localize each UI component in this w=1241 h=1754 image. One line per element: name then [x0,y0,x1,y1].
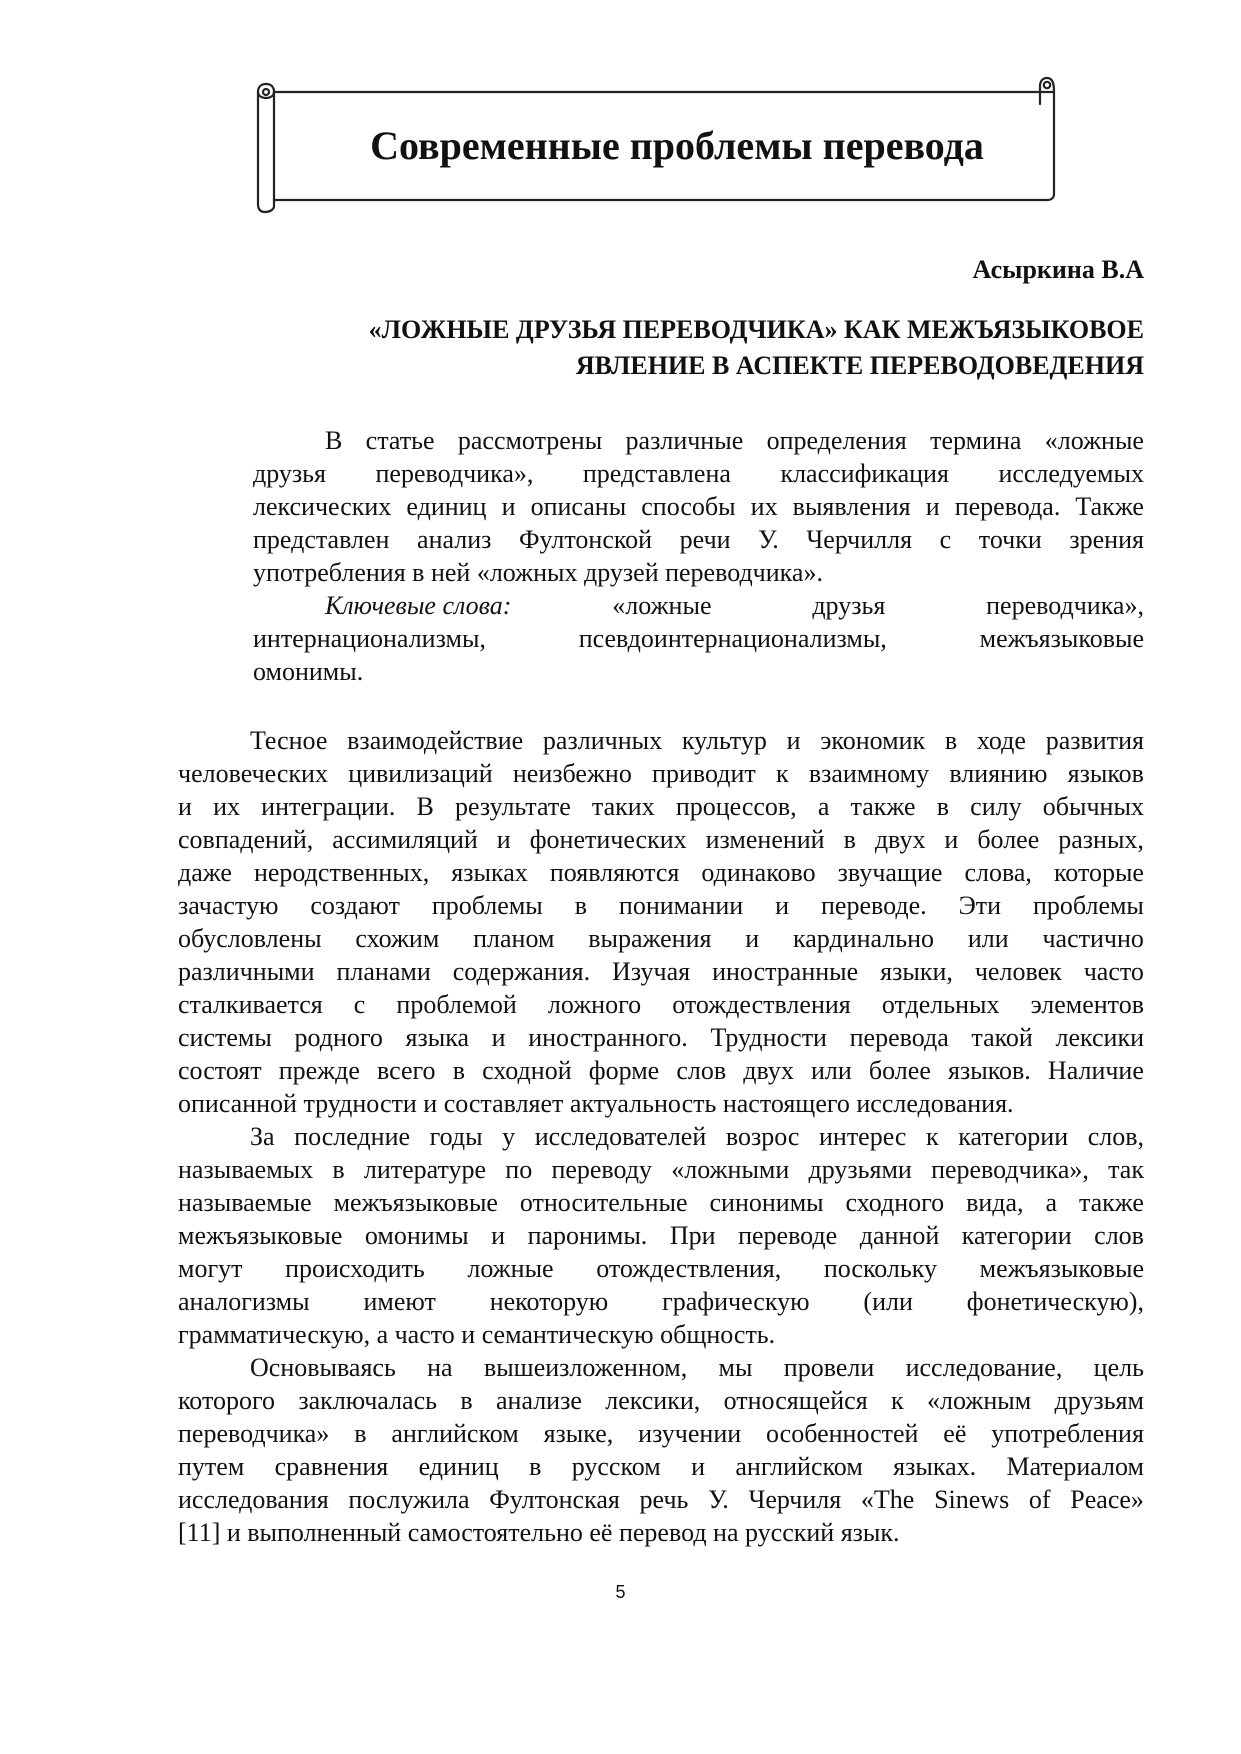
paragraph-line [178,988,1144,1021]
word: в [460,1386,473,1415]
word: таких [591,792,655,821]
word: исследуемых [998,459,1144,488]
word: перевода. [954,492,1061,521]
word: различных [542,726,663,755]
word: форме [588,1056,660,1085]
keywords-line [253,589,1144,622]
paragraph-line [178,1153,1144,1186]
word: межъязыковые [333,1188,498,1217]
word: сравнения [274,1452,389,1481]
paragraph-line [178,1384,1144,1417]
word: переводе. [821,891,927,920]
word: переводчика», [986,591,1144,620]
word: могут [178,1254,243,1283]
abstract-line: употребления в ней «ложных друзей переводчика». [253,558,823,587]
word: графическую [662,1287,810,1316]
word: взаимодействие [347,726,524,755]
paragraph-line [178,1120,1144,1153]
word: взаимному [808,759,930,788]
word: (или [863,1287,913,1316]
word: одинаково [701,858,816,887]
word: экономик [820,726,926,755]
word: У. [708,1485,729,1514]
word: переводе [738,1221,838,1250]
word: создают [310,891,400,920]
word: в [452,1056,465,1085]
word: развития [1045,726,1144,755]
word: отождествления, [596,1254,782,1283]
word: к [775,759,789,788]
word: ассимиляций [332,825,478,854]
word: и [745,924,760,953]
word: интерес [818,1122,907,1151]
word: обусловлены [178,924,322,953]
word: зачастую [178,891,279,920]
word: в [936,792,949,821]
word: к [891,1386,904,1415]
word: русском [571,1452,661,1481]
keywords-line: омонимы. [253,657,364,686]
word: литературе [363,1155,487,1184]
word: проблемой [396,990,517,1019]
word: и [501,492,516,521]
word: в [944,726,958,755]
word: особенностей [766,1419,919,1448]
word: Изучая [612,957,691,986]
word: представлен [253,525,390,554]
paragraph-line [178,1219,1144,1252]
word: языки, [880,957,953,986]
word: Черчиля [748,1485,842,1514]
word: исследования [178,1485,329,1514]
body-paragraph-1 [178,724,1144,1120]
word: «ложные [1044,426,1144,455]
word: выявления [792,492,911,521]
word: Peace» [1070,1485,1144,1514]
word: Тесное [250,726,328,755]
word: называемых [178,1155,314,1184]
word: переводчика» [178,1419,330,1448]
word: аналогизмы [178,1287,310,1316]
word: рассмотрены [457,426,603,455]
paragraph-line [178,1417,1144,1450]
word: друзья [812,591,886,620]
word: называемые [178,1188,312,1217]
word: омонимы [364,1221,469,1250]
word: анализе [495,1386,582,1415]
word: термина [930,426,1022,455]
word: послужила [348,1485,470,1514]
word: совпадений, [178,825,314,854]
word: и [491,1221,506,1250]
word: ходе [976,726,1026,755]
word: человек [974,957,1062,986]
word: Sinews [934,1485,1010,1514]
word: Основываясь [250,1353,396,1382]
word: приводит [652,759,756,788]
word: и [496,825,511,854]
paragraph-line: [11] и выполненный самостоятельно её перевод на русский язык. [178,1518,900,1547]
word: а [817,792,830,821]
word: неизбежно [512,759,632,788]
word: некоторую [489,1287,609,1316]
word: ложные [467,1254,554,1283]
word: отождествления [672,990,851,1019]
paragraph-line [178,955,1144,988]
word: влиянию [949,759,1048,788]
word: изучении [638,1419,742,1448]
word: появляются [549,858,680,887]
word: лексики, [605,1386,701,1415]
paragraph-line [178,1021,1144,1054]
word: силу [970,792,1022,821]
paragraph-line [178,1252,1144,1285]
word: представлена [582,459,731,488]
word: провели [783,1353,875,1382]
word: двух [743,1056,794,1085]
article-title-line: «ЛОЖНЫЕ ДРУЗЬЯ ПЕРЕВОДЧИКА» КАК МЕЖЪЯЗЫКОВОЕ [368,315,1144,344]
paragraph-line [178,1351,1144,1384]
word: которого [178,1386,276,1415]
word: друзьями [808,1155,912,1184]
word: языках [451,858,528,887]
word: в [574,891,587,920]
word: различные [625,426,744,455]
paragraph-line: грамматическую, а часто и семантическую общность. [178,1320,776,1349]
word: изменений [705,825,825,854]
word: на [427,1353,453,1382]
word: а [1045,1188,1058,1217]
word: Наличие [1047,1056,1144,1085]
word: даже [178,858,232,887]
word: переводчика», [931,1155,1089,1184]
word: Фултонской [519,525,653,554]
word: лексики [1055,1023,1144,1052]
word: человеческих [178,759,328,788]
word: также [850,792,916,821]
word: всего [377,1056,436,1085]
abstract-line [253,490,1144,523]
word: лексических [253,492,392,521]
word: относительные [519,1188,688,1217]
word: иностранные [712,957,859,986]
word: статье [365,426,435,455]
word: зрения [1069,525,1144,554]
word: У. [758,525,779,554]
word: состоят [178,1056,262,1085]
word: родного [294,1023,383,1052]
word: категории [961,1221,1072,1250]
word: межъязыковые [979,624,1144,653]
abstract-line [253,457,1144,490]
word: отдельных [881,990,1000,1019]
word: проблемы [1032,891,1144,920]
word: их [750,492,778,521]
word: в [843,825,856,854]
keywords-label: Ключевые слова: [325,591,512,620]
word: которые [1053,858,1144,887]
word: определения [766,426,907,455]
word: Также [1075,492,1144,521]
word: интеграции. [261,792,396,821]
body-paragraph-3 [178,1351,1144,1549]
word: межъязыковые [178,1221,343,1250]
word: перевода [849,1023,949,1052]
word: мы [718,1353,753,1382]
word: языков. [948,1056,1031,1085]
word: друзья [253,459,326,488]
word: переводу [551,1155,653,1184]
word: планами [336,957,431,986]
word: с [939,525,952,554]
word: английском [735,1452,863,1481]
word: интернационализмы, [253,624,486,653]
word: Фултонская [489,1485,620,1514]
paragraph-line [178,1186,1144,1219]
word: выражения [588,924,712,953]
word: сходной [482,1056,572,1085]
abstract [253,424,1144,688]
word: классификация [780,459,949,488]
word: синонимы [709,1188,824,1217]
paragraph-line [178,1285,1144,1318]
paragraph-line [178,823,1144,856]
banner-title: Современные проблемы перевода [370,123,984,168]
word: «ложные [612,591,712,620]
word: английском [391,1419,519,1448]
word: слов, [1087,1122,1144,1151]
word: поскольку [823,1254,938,1283]
word: разных, [1058,825,1144,854]
word: культур [681,726,767,755]
word: вида, [966,1188,1024,1217]
word: За [250,1122,275,1151]
word: имеют [363,1287,436,1316]
word: Эти [958,891,1002,920]
word: элементов [1030,990,1144,1019]
word: и [786,726,801,755]
word: схожим [355,924,440,953]
word: единиц [406,492,487,521]
word: языках. [893,1452,977,1481]
word: В [325,426,343,455]
word: и [775,891,790,920]
word: понимании [618,891,744,920]
word: Материалом [1006,1452,1144,1481]
word: В [416,792,434,821]
paragraph-line [178,922,1144,955]
word: или [810,1056,852,1085]
paragraph-line [178,1483,1144,1516]
word: с [353,990,366,1019]
author-name: Асыркина В.А [972,255,1144,284]
word: относящейся [723,1386,868,1415]
word: При [669,1221,716,1250]
word: слова, [964,858,1032,887]
word: и [944,825,959,854]
word: содержания. [452,957,591,986]
word: в [529,1452,542,1481]
word: кардинально [793,924,935,953]
paragraph-line [178,724,1144,757]
word: единиц [418,1452,499,1481]
word: друзьям [1054,1386,1144,1415]
article-title [369,312,1144,384]
word: системы [178,1023,272,1052]
word: Трудности [710,1023,827,1052]
word: слов [676,1056,727,1085]
word: цивилизаций [348,759,493,788]
word: анализ [417,525,492,554]
word: иностранного. [528,1023,688,1052]
word: и [691,1452,705,1481]
word: их [213,792,240,821]
word: прежде [278,1056,360,1085]
word: языке, [543,1419,614,1448]
word: паронимы. [527,1221,648,1250]
word: языка [405,1023,470,1052]
page-number: 5 [615,1582,626,1602]
word: процессов, [675,792,797,821]
word: Черчилля [806,525,913,554]
word: к [926,1122,939,1151]
word: результате [455,792,571,821]
word: и [491,1023,506,1052]
word: ложного [547,990,642,1019]
word: проблемы [431,891,543,920]
word: по [505,1155,533,1184]
body-paragraph-2 [178,1120,1144,1351]
word: часто [1083,957,1144,986]
word: путем [178,1452,245,1481]
word: описаны [530,492,627,521]
word: «The [860,1485,915,1514]
word: частично [1042,924,1144,953]
paragraph-line [178,856,1144,889]
word: заключалась [298,1386,437,1415]
word: слов [1094,1221,1144,1250]
word: фонетическую), [966,1287,1144,1316]
word: «ложными [671,1155,790,1184]
abstract-line [253,523,1144,556]
word: неродственных, [253,858,430,887]
paragraph-line [178,889,1144,922]
word: цель [1093,1353,1144,1382]
section-banner [256,74,1068,216]
word: способы [641,492,736,521]
word: происходить [285,1254,425,1283]
word: звучащие [837,858,943,887]
word: и [925,492,940,521]
word: фонетических [529,825,687,854]
word: псевдоинтернационализмы, [578,624,887,653]
word: в [332,1155,345,1184]
paragraph-line [178,757,1144,790]
word: языков [1067,759,1144,788]
word: также [1078,1188,1144,1217]
word: планом [473,924,555,953]
word: более [977,825,1040,854]
word: данной [859,1221,940,1250]
word: переводчика», [375,459,534,488]
keywords-line [253,622,1144,655]
word: так [1108,1155,1144,1184]
word: «ложным [927,1386,1032,1415]
word: обычных [1042,792,1144,821]
word: такой [971,1023,1033,1052]
word: возрос [725,1122,800,1151]
word: годы [429,1122,483,1151]
paragraph-line [178,1450,1144,1483]
word: речи [679,525,731,554]
word: исследование, [905,1353,1063,1382]
word: её [943,1419,967,1448]
word: и [178,792,192,821]
word: категории [958,1122,1069,1151]
word: сходного [845,1188,945,1217]
word: точки [978,525,1042,554]
abstract-line [253,424,1144,457]
word: of [1028,1485,1051,1514]
word: вышеизложенном, [483,1353,688,1382]
paragraph-line [178,790,1144,823]
word: речь [639,1485,689,1514]
word: межъязыковые [979,1254,1144,1283]
word: более [868,1056,931,1085]
word: сталкивается [178,990,323,1019]
word: последние [294,1122,411,1151]
article-title-line: ЯВЛЕНИЕ В АСПЕКТЕ ПЕРЕВОДОВЕДЕНИЯ [575,351,1144,380]
paragraph-line: описанной трудности и составляет актуальность настоящего исследования. [178,1089,1014,1118]
word: исследователей [534,1122,707,1151]
word: или [967,924,1009,953]
word: различными [178,957,315,986]
word: в [354,1419,367,1448]
paragraph-line [178,1054,1144,1087]
word: употребления [991,1419,1144,1448]
word: двух [874,825,926,854]
word: у [502,1122,516,1151]
